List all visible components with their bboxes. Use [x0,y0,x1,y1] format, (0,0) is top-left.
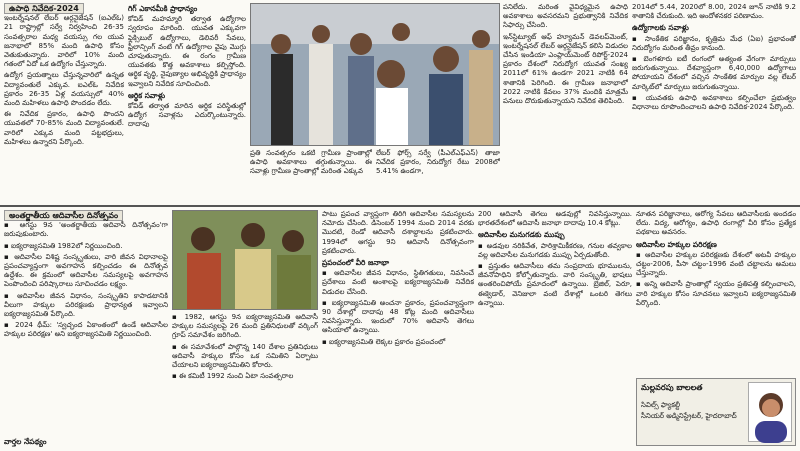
bottom-col4-bullet: ▪ అడవుల నరికివేత, పారిశ్రామికీకరణ, గనుల తవ్వకాల వల్ల ఆదివాసీల మనుగడకు ముప్పు ఏర్పడుతోంది. [478,242,632,260]
bottom-col-1 [4,210,168,448]
author-box [636,378,796,446]
bottom-col3-para: పాటు ప్రపంచ వ్యాప్తంగా తిరిగి ఆదివాసీల సమస్యలను నమోదు చేసింది. డిసెంబర్ 1994 నుంచి 2014 వరకు మొదటి, రెండో ఆదివాసీ దశాబ్దాలను ప్రకటించారు. 1994లో ఆగస్టు 9ని ఆదివాసీ దినోత్సవంగా ప్రకటించారు. [322,210,474,255]
top-col4-para: ఇన్‌స్టిట్యూట్ ఆఫ్ హ్యూమన్ డెవలప్‌మెంట్, ఇంటర్నేషనల్ లేబర్ ఆర్గనైజేషన్ కలిసి విడుదల చేసిన ఇండియా ఎంప్లాయ్‌మెంట్ రిపోర్ట్-2024 ప్రకారం దేశంలో నిరుద్యోగ యువత సంఖ్య 2011లో 61% ఉండగా 2021 నాటికి 64 శాతానికి పెరిగింది. ఈ గ్రామీణ జనాభాలో 2022 నాటికి కేవలం 37% మందికి మాత్రమే పనులు దొరుకుతున్నాయని నివేదిక తెలిపింది. [503,32,628,106]
author-place: సీనియర్ అడ్మినిస్ట్రేటర్, హైదరాబాద్ [641,412,737,420]
bottom-col1-heading: అంతర్జాతీయ ఆదివాసీల దినోత్సవం [4,210,123,221]
bottom-col5-heading: ఆదివాసీల హక్కుల పరిరక్షణ [636,239,717,249]
top-col1-para: ఇంటర్నేషనల్ లేబర్ ఆర్గనైజేషన్ (ఐఎల్‌ఓ) 21 రాష్ట్రాల్లో సర్వే నిర్వహించి 26-35 సంవత్సరాల మధ్య వయస్సు గల యువ జనాభాలో 85% మంది ఉపాధి కోసం వెతుకుతున్నారు. వారిలో 10% మంది గతంలో ఏదో ఒక ఉద్యోగం చేస్తున్నారు. [4,14,124,69]
author-photo [748,382,792,442]
bottom-col1-para: ▪ ఐక్యరాజ్యసమితి 1982లో నిర్ణయించింది. [4,242,168,251]
top-col5-para: 2014లో 5.44, 2020లో 8.00, 2024 జూన్ నాటికి 9.2 శాతానికి చేరుకుంది. ఇది ఆందోళనకర పరిణామం. [632,3,796,21]
bottom-col-4 [478,210,632,448]
photo-caption-right [376,149,500,204]
job-seekers-photo [250,3,500,146]
bottom-col3-bullet: ▪ ఆదివాసీల జీవన విధానం, స్థితిగతులు, నివసించే ప్రదేశాలు వంటి అంశాలపై ఐక్యరాజ్యసమితి నివేదిక విడుదల చేసింది. [322,269,474,297]
bottom-col3-bullet: ▪ ఐక్యరాజ్యసమితి అంచనా ప్రకారం, ప్రపంచవ్యాప్తంగా 90 దేశాల్లో దాదాపు 48 కోట్ల మంది ఆదివాసీలు నివసిస్తున్నారు. ఇందులో 70% ఆదివాసీ తెగలు ఆసియాలో ఉన్నాయి. [322,299,474,336]
top-col4-para: పనిలేదు. మరింత వైవిధ్యమైన ఉపాధి అవకాశాలు అవసరమని ప్రభుత్వానికి నివేదిక సిఫార్సు చేసింది. [503,3,628,30]
bottom-col2-para: ▪ ఈ సమావేశంలో పాల్గొన్న 140 దేశాల ప్రతినిధులు ఆదివాసీ హక్కుల కోసం ఒక సమితిని ఏర్పాటు చేయాలని ఐక్యరాజ్యసమితిని కోరారు. [172,343,318,371]
bottom-col1-para: ▪ ఆగస్టు 9న 'అంతర్జాతీయ ఆదివాసీ దినోత్సవం'గా జరుపుకుంటారు. [4,221,168,239]
bottom-col2-para: ▪ ఈ కమిటీ 1992 నుంచి ఏటా సంవత్సరాల [172,372,318,381]
caption-text: లేబర్ ఫోర్స్ సర్వే (పీఎల్‌ఎఫ్‌ఎస్) తాజా నివేదిక ప్రకారం, నిరుద్యోగ రేటు 2008లో 5.41% ఉండగా, [376,149,500,176]
bottom-col1-footer: వార్తల నేపథ్యం [4,436,47,446]
bottom-col1-para: ▪ ఆదివాసీల జీవన విధానం, సంస్కృతిని కాపాడటానికి వీలుగా హక్కుల పరిరక్షణకు ప్రాధాన్యత ఇవ్వాలని ఐక్యరాజ్యసమితి పేర్కొంది. [4,292,168,320]
top-col1-para: ఉద్యోగ ప్రయత్నాలు చేస్తున్నవారిలో ఉన్నత విద్యావంతులే ఎక్కువ. ఐఎల్‌ఓ నివేదిక ప్రకారం 26-35 ఏళ్ల వయస్సులో 40% మంది మహిళలు ఉపాధి పొందడం లేదు. [4,71,124,108]
top-col-1 [4,3,124,203]
bottom-col-5 [636,210,796,375]
bottom-col3-heading: ప్రపంచంలో వీరి జనాభా [322,258,390,268]
section-divider [0,205,800,207]
bottom-col5-para: నూతన పరిజ్ఞానాలు, ఆరోగ్య సేవలు ఆదివాసీలకు అందడం లేదు. విద్య, ఆరోగ్యం, ఉపాధి రంగాల్లో వీరి కోసం ప్రత్యేక పథకాలు అవసరం. [636,210,796,237]
top-col2-para: కోవిడ్ మహమ్మారి తర్వాత ఉద్యోగాల స్వరూపం మారింది. యువత ఎక్కువగా ఫ్లెక్సిబుల్ ఉద్యోగాలు, డెలివరీ సేవలు, ఫ్రీలాన్సింగ్ వంటి గిగ్ ఉద్యోగాల వైపు మొగ్గు చూపుతున్నారు. ఈ రంగం గ్రామీణ యువతకు కొత్త అవకాశాలు కల్పిస్తోంది. ఆర్థిక వృద్ధి, నైపుణ్యాల అభివృద్ధికి ప్రాధాన్యం ఇవ్వాలని నివేదిక సూచించింది. [128,15,246,88]
bottom-col5-bullet: ▪ అన్ని ఆదివాసీ ప్రాంతాల్లో స్వయం ప్రతిపత్తి కల్పించాలని, వారి హక్కుల కోసం సూచనలు ఇవ్వాలని ఐక్యరాజ్యసమితి పేర్కొంది. [636,280,796,308]
bottom-col4-bullet: ▪ ప్రస్తుతం ఆదివాసీలు తమ సంప్రదాయ భూములను, జీవనోపాధిని కోల్పోతున్నారు. వారి సంస్కృతి, భాషలు అంతరించిపోయే ప్రమాదంలో ఉన్నాయి. బ్రెజిల్, పెరూ, ఈక్వెడార్, వెనిజులా వంటి దేశాల్లో ఒంటరి తెగలు ఉన్నాయి. [478,262,632,308]
top-col2-heading: గిగ్ ఎకానమీకి ప్రాధాన్యం [128,4,198,13]
bottom-col1-para: ▪ 2024 థీమ్: 'స్వచ్ఛంద ఏకాంతంలో ఉండే ఆదివాసీల హక్కుల పరిరక్షణ' అని ఐక్యరాజ్యసమితి నిర్ణయించింది. [4,321,168,339]
bottom-col2-para: ▪ 1982, ఆగస్టు 9న ఐక్యరాజ్యసమితి ఆదివాసీ హక్కుల సమస్యలపై 26 మంది ప్రతినిధులతో వర్కింగ్ గ్రూప్ సమావేశం జరిగింది. [172,313,318,341]
top-col-2 [128,3,246,203]
top-col5-bullet: ▪ బెంగళూరు ఐటీ రంగంలో అత్యంత వేగంగా మార్పులు జరుగుతున్నాయి. దేశవ్యాప్తంగా 6,40,000 ఉద్యోగాలు పోయాయని దేశంలో వచ్చిన సాంకేతిక మార్పుల వల్ల లేబర్ మార్కెట్‌లో మార్పులు జరుగుతున్నాయి. [632,55,796,92]
top-col-4b [503,3,628,148]
bottom-col3-bullet: ▪ ఐక్యరాజ్యసమితి లెక్కల ప్రకారం ప్రపంచంలో [322,338,474,347]
top-col5-bullet: ▪ సాంకేతిక పరిజ్ఞానం, కృత్రిమ మేధ (ఏఐ) ప్రభావంతో నిరుద్యోగం మరింత తీవ్రం కానుంది. [632,35,796,53]
tribal-women-photo [172,210,318,310]
caption-text: ప్రతి సంవత్సరం ఒకటి గ్రామీణ ప్రాంతాల్లో ఉపాధి అవకాశాలు తగ్గుతున్నాయి. ఈ సవాళ్లు గ్రామీణ ప్రాంతాల్లో మరింత ఎక్కువ [250,149,372,176]
top-col5-heading: ఉద్యోగాలకు సవాళ్లు [632,23,689,33]
top-col1-para: ఈ నివేదిక ప్రకారం, ఉపాధి పొందని యువతలో 70-85% మంది విద్యావంతులే. వారిలో ఎక్కువ మంది పట్టభద్రులు, మహిళలు ఉన్నారని పేర్కొంది. [4,110,124,146]
top-col1-heading: ఉపాధి నివేదిక-2024 [4,3,84,14]
bottom-col4-heading: ఆదివాసీల మనుగడకు ముప్పు [478,230,565,240]
bottom-col5-bullet: ▪ ఆదివాసీల హక్కుల పరిరక్షణకు దేశంలో అటవీ హక్కుల చట్టం-2006, పీసా చట్టం-1996 వంటి చట్టాలను అమలు చేస్తున్నారు. [636,251,796,279]
bottom-col4-para: 200 ఆదివాసీ తెగలు అడవుల్లో నివసిస్తున్నాయి. భారతదేశంలో ఆదివాసీ జనాభా దాదాపు 10.4 కోట్లు. [478,210,632,228]
top-col5-bullet: ▪ యువతకు ఉపాధి అవకాశాలు కల్పించేలా ప్రభుత్వం విధానాలు రూపొందించాలని ఉపాధి నివేదిక-2024 పేర్కొంది. [632,94,796,112]
bottom-col-3 [322,210,474,448]
top-col-5 [632,3,796,203]
crowd-image [251,4,500,146]
author-portrait-icon [749,383,793,443]
bottom-col1-para: ▪ ఆదివాసీల విశిష్ట సంస్కృతులు, వారి జీవన విధానాలపై ప్రపంచవ్యాప్తంగా అవగాహన కల్పించడం ఈ దినోత్సవ ఉద్దేశం. ఈ క్రమంలో ఆదివాసీల సమస్యలపై అవగాహన పెంపొందించి పరిష్కారాలు సూచించడం లక్ష్యం. [4,253,168,290]
author-name: మల్లవరపు బాలలత [641,383,703,392]
top-col2-heading2: ఆర్థిక సవాళ్లు [128,90,166,100]
tribal-image [173,211,318,310]
top-col2-para: కోవిడ్ తర్వాత మారిన ఆర్థిక పరిస్థితుల్లో ఉద్యోగ సవాళ్లను ఎదుర్కొంటున్నారు. దాదాపు [128,102,246,129]
photo-caption-left [250,149,372,204]
bottom-col-2 [172,313,318,448]
author-role: సివిల్స్ ఫ్యాకల్టీ [641,401,680,409]
